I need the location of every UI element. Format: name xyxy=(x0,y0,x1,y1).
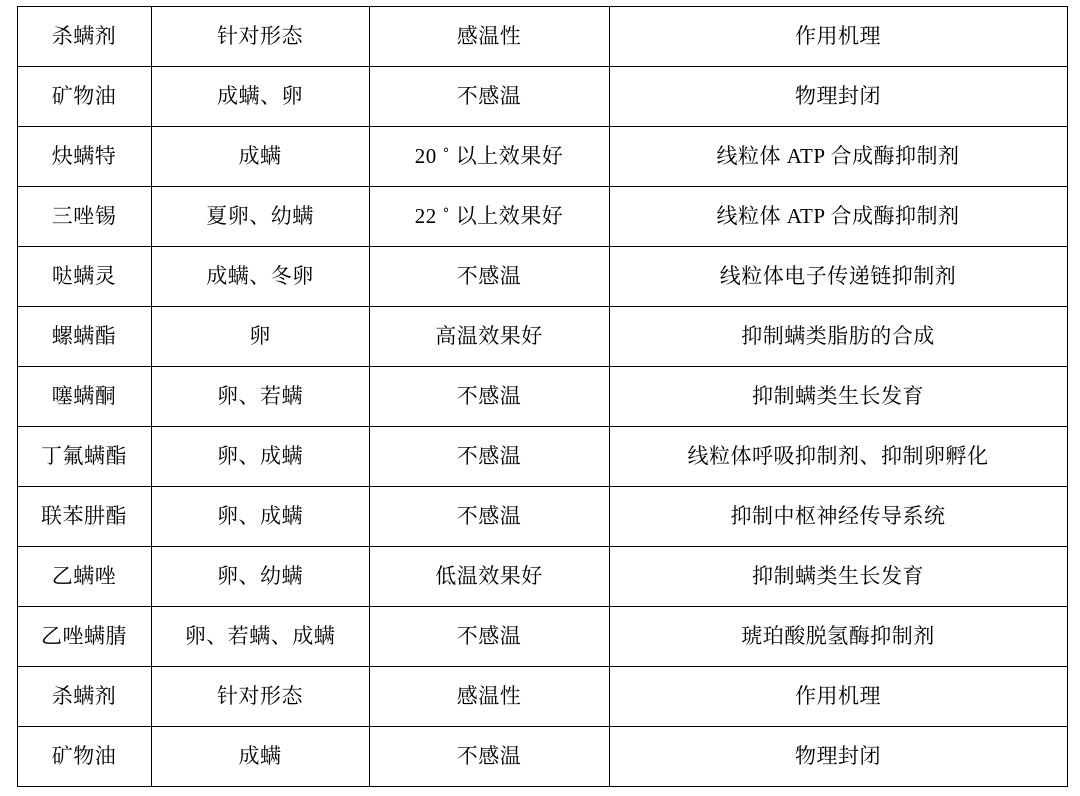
table-cell: 不感温 xyxy=(369,247,609,307)
table-cell: 不感温 xyxy=(369,487,609,547)
table-cell: 矿物油 xyxy=(17,67,151,127)
table-row xyxy=(17,67,1067,127)
table-cell: 卵、幼螨 xyxy=(151,547,369,607)
table-cell: 20 ˚ 以上效果好 xyxy=(369,127,609,187)
table-cell: 炔螨特 xyxy=(17,127,151,187)
table-cell: 三唑锡 xyxy=(17,187,151,247)
table-cell: 噻螨酮 xyxy=(17,367,151,427)
table-row xyxy=(17,127,1067,187)
table-cell: 卵、成螨 xyxy=(151,487,369,547)
table-cell: 作用机理 xyxy=(609,7,1067,67)
table-body xyxy=(17,7,1067,787)
table-cell: 低温效果好 xyxy=(369,547,609,607)
table-cell: 线粒体呼吸抑制剂、抑制卵孵化 xyxy=(609,427,1067,487)
table-cell: 成螨、冬卵 xyxy=(151,247,369,307)
table-cell: 抑制螨类脂肪的合成 xyxy=(609,307,1067,367)
table-row xyxy=(17,727,1067,787)
table-cell: 卵、若螨、成螨 xyxy=(151,607,369,667)
acaricide-table xyxy=(17,6,1068,787)
table-cell: 抑制螨类生长发育 xyxy=(609,547,1067,607)
table-row xyxy=(17,427,1067,487)
table-row xyxy=(17,187,1067,247)
table-cell: 哒螨灵 xyxy=(17,247,151,307)
table-cell: 针对形态 xyxy=(151,7,369,67)
table-cell: 抑制中枢神经传导系统 xyxy=(609,487,1067,547)
table-cell: 不感温 xyxy=(369,607,609,667)
table-cell: 线粒体电子传递链抑制剂 xyxy=(609,247,1067,307)
table-cell: 卵、若螨 xyxy=(151,367,369,427)
table-cell: 感温性 xyxy=(369,7,609,67)
table-row xyxy=(17,487,1067,547)
table-cell: 物理封闭 xyxy=(609,67,1067,127)
table-cell: 杀螨剂 xyxy=(17,7,151,67)
table-cell: 联苯肼酯 xyxy=(17,487,151,547)
table-cell: 针对形态 xyxy=(151,667,369,727)
table-cell: 22 ˚ 以上效果好 xyxy=(369,187,609,247)
table-row xyxy=(17,607,1067,667)
table-cell: 乙唑螨腈 xyxy=(17,607,151,667)
table-cell: 矿物油 xyxy=(17,727,151,787)
table-cell: 抑制螨类生长发育 xyxy=(609,367,1067,427)
table-cell: 螺螨酯 xyxy=(17,307,151,367)
table-cell: 卵 xyxy=(151,307,369,367)
table-cell: 成螨 xyxy=(151,727,369,787)
table-cell: 不感温 xyxy=(369,67,609,127)
table-cell: 不感温 xyxy=(369,427,609,487)
table-row xyxy=(17,7,1067,67)
table-cell: 感温性 xyxy=(369,667,609,727)
table-cell: 线粒体 ATP 合成酶抑制剂 xyxy=(609,187,1067,247)
table-cell: 不感温 xyxy=(369,367,609,427)
table-row xyxy=(17,367,1067,427)
table-row xyxy=(17,307,1067,367)
table-cell: 丁氟螨酯 xyxy=(17,427,151,487)
table-cell: 不感温 xyxy=(369,727,609,787)
table-cell: 作用机理 xyxy=(609,667,1067,727)
table-row xyxy=(17,547,1067,607)
table-cell: 卵、成螨 xyxy=(151,427,369,487)
table-cell: 杀螨剂 xyxy=(17,667,151,727)
table-cell: 高温效果好 xyxy=(369,307,609,367)
table-cell: 成螨、卵 xyxy=(151,67,369,127)
table-row xyxy=(17,667,1067,727)
table-cell: 乙螨唑 xyxy=(17,547,151,607)
table-cell: 线粒体 ATP 合成酶抑制剂 xyxy=(609,127,1067,187)
table-cell: 夏卵、幼螨 xyxy=(151,187,369,247)
table-row xyxy=(17,247,1067,307)
table-cell: 成螨 xyxy=(151,127,369,187)
table-cell: 琥珀酸脱氢酶抑制剂 xyxy=(609,607,1067,667)
table-cell: 物理封闭 xyxy=(609,727,1067,787)
